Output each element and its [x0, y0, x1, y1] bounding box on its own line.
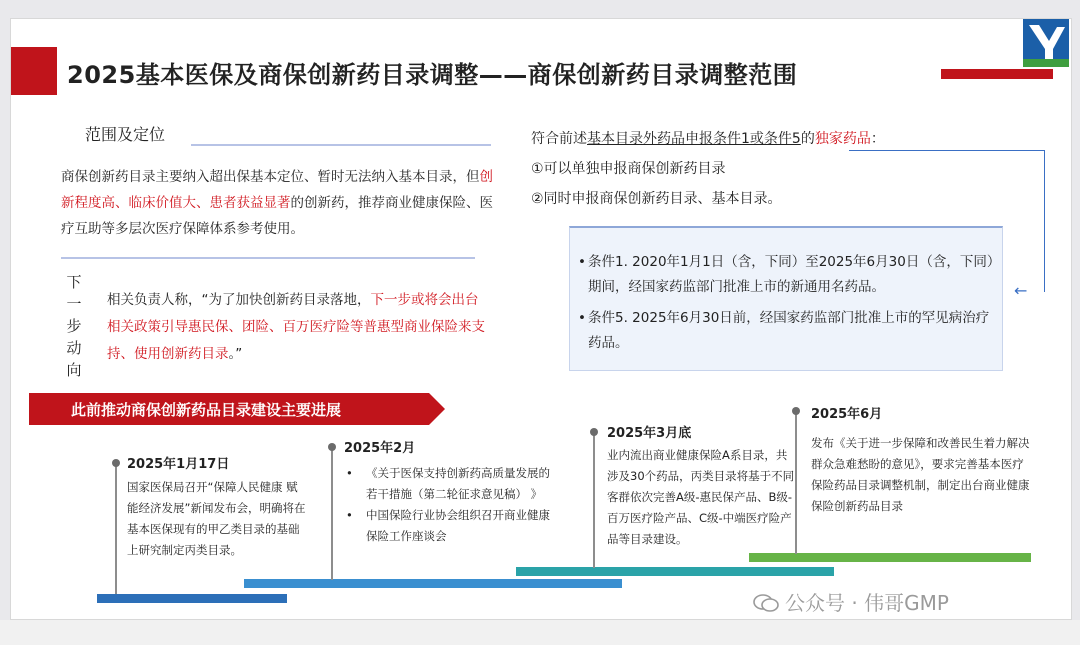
- slide-title: 2025基本医保及商保创新药目录调整——商保创新药目录调整范围: [67, 61, 798, 89]
- event-text: 发布《关于进一步保障和改善民生着力解决群众急难愁盼的意见》，要求完善基本医疗保险药品目录调整机制，制定出台商业健康保险创新药品目录: [811, 436, 1030, 513]
- next-step-vertical-label: 下 一 步 动 向: [66, 273, 82, 379]
- wechat-icon: [753, 593, 779, 613]
- section-title-scope: 范围及定位: [85, 125, 166, 144]
- official-quote: 相关负责人称，“为了加快创新药目录落地，下一步或将会出台相关政策引导惠民保、团险、百万医疗险等普惠型商业保险来支持、使用创新药目录。”: [107, 292, 485, 362]
- slide: [10, 18, 1072, 620]
- timeline-dot: [590, 428, 598, 436]
- event-date: 2025年6月: [811, 407, 883, 422]
- event-date: 2025年1月17日: [127, 457, 230, 472]
- logo-icon: [1023, 19, 1069, 67]
- watermark: 公众号 · 伟哥GMP: [753, 587, 949, 616]
- timeline-stem: [115, 463, 117, 594]
- condition-item: • 条件5. 2025年6月30日前，经国家药监部门批准上市的罕见病治疗药品。: [578, 310, 990, 351]
- eligibility-option-1: ①可以单独申报商保创新药目录: [531, 161, 726, 177]
- viewer-background: [0, 620, 1080, 645]
- condition-item: • 条件1. 2020年1月1日（含，下同）至2025年6月30日（含，下同）期间，经国家药监部门批准上市的新通用名药品。: [578, 254, 994, 295]
- timeline-bar-4: [749, 553, 1031, 562]
- timeline-dot: [328, 443, 336, 451]
- event-date: 2025年2月: [344, 441, 416, 456]
- timeline-stem: [795, 411, 797, 554]
- eligibility-option-2: ②同时申报商保创新药目录、基本目录。: [531, 191, 782, 207]
- event-text: 业内流出商业健康保险A系目录，共涉及30个药品，丙类目录将基于不同客群依次完善A级-惠民保产品、B级-百万医疗险产品、C级-中端医疗险产品等目录建设。: [607, 448, 795, 546]
- timeline-banner-text: 此前推动商保创新药品目录建设主要进展: [71, 401, 342, 419]
- event-bullets: • 《关于医保支持创新药高质量发展的若干措施（第二轮征求意见稿） 》 • 中国保险行业协会组织召开商业健康保险工作座谈会: [346, 466, 550, 543]
- conditions-box: [569, 226, 1003, 371]
- timeline-bar-2: [244, 579, 622, 588]
- event-date: 2025年3月底: [607, 426, 692, 441]
- section-underline: [191, 144, 491, 146]
- title-accent-bar: [941, 69, 1053, 79]
- scope-paragraph: 商保创新药目录主要纳入超出保基本定位、暂时无法纳入基本目录，但创新程度高、临床价值大、患者获益显著的创新药，推荐商业健康保险、医疗互助等多层次医疗保障体系参考使用。: [61, 169, 493, 237]
- timeline-bar-1: [97, 594, 287, 603]
- title-accent-block: [11, 47, 57, 95]
- arrow-left-icon: ←: [1014, 281, 1028, 300]
- bracket-line-top: [849, 150, 1045, 151]
- eligibility-heading: 符合前述基本目录外药品申报条件1或条件5的独家药品：: [531, 131, 885, 147]
- timeline-stem: [593, 432, 595, 568]
- timeline-dot: [112, 459, 120, 467]
- paragraph-divider: [61, 257, 475, 259]
- timeline-bar-3: [516, 567, 834, 576]
- bracket-line-side: [1044, 150, 1045, 292]
- timeline-dot: [792, 407, 800, 415]
- event-text: 国家医保局召开“保障人民健康 赋能经济发展”新闻发布会，明确将在基本医保现有的甲乙类目录的基础上研究制定丙类目录。: [127, 480, 306, 557]
- timeline-stem: [331, 447, 333, 580]
